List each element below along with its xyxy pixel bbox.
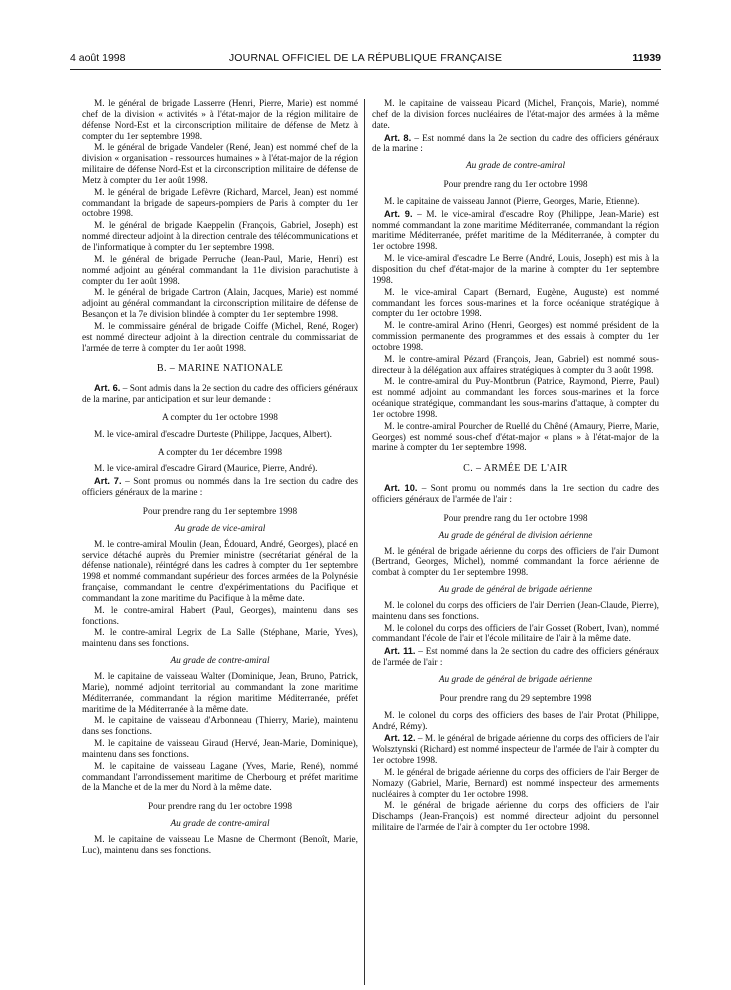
paragraph: M. le contre-amiral Arino (Henri, Georges) est nommé président de la commission permanente des programmes et des essais à compter du 1er octobre 1998.: [372, 321, 659, 353]
article-paragraph: [82, 383, 358, 406]
section-heading-air: C. – ARMÉE DE L'AIR: [463, 463, 568, 475]
journal-title: JOURNAL OFFICIEL DE LA RÉPUBLIQUE FRANÇAISE: [228, 52, 503, 64]
article-paragraph: [372, 646, 659, 669]
paragraph: M. le général de brigade Perruche (Jean-Paul, Marie, Henri) est nommé adjoint au général commandant la 11e division parachutiste à compter du 1er août 1998.: [82, 254, 358, 287]
paragraph: M. le commissaire général de brigade Coiffe (Michel, René, Roger) est nommé directeur adjoint à la direction centrale du commissariat de l'armée de terre à compter du 1er août 1998.: [82, 321, 358, 354]
paragraph: M. le contre-amiral Habert (Paul, Georges), maintenu dans ses fonctions.: [82, 605, 358, 627]
article-label: Art. 9.: [384, 208, 413, 219]
right-column: [372, 99, 659, 835]
article-text: – Sont admis dans la 2e section du cadre des officiers généraux de la marine, par anticipation et sur leur demande :: [82, 384, 358, 406]
article-paragraph: [82, 476, 358, 499]
article-text: – Sont promu ou nommés dans la 1re section du cadre des officiers généraux de l'armée de l'air :: [372, 484, 659, 505]
article-text: – M. le général de brigade aérienne du corps des officiers de l'air Wolsztynski (Richard) est nommé inspecteur de l'armée de l'air à compter du 1er octobre 1998.: [372, 734, 659, 767]
paragraph: M. le vice-amiral d'escadre Durteste (Philippe, Jacques, Albert).: [94, 429, 332, 440]
article-paragraph: [372, 133, 659, 156]
paragraph: M. le général de brigade Cartron (Alain, Jacques, Marie) est nommé adjoint au général commandant la circonscription militaire de défense de Besançon et la 7e division blindée à compter du 1er septembre 1998.: [82, 288, 358, 321]
paragraph: M. le capitaine de vaisseau Le Masne de Chermont (Benoît, Marie, Luc), maintenu dans ses fonctions.: [82, 834, 358, 856]
article-label: Art. 7.: [94, 476, 122, 487]
date-heading: A compter du 1er octobre 1998: [162, 412, 278, 423]
article-text: – Sont promus ou nommés dans la 1re section du cadre des officiers généraux de la marine :: [82, 477, 358, 499]
paragraph: M. le général de brigade aérienne du corps des officiers de l'air Dischamps (Jean-François) est nommé directeur adjoint du personnel militaire de l'armée de l'air à compter du 1er octobre 1998.: [372, 801, 659, 834]
paragraph: M. le capitaine de vaisseau Giraud (Hervé, Jean-Marie, Dominique), maintenu dans ses fonctions.: [82, 739, 358, 760]
rank-date-heading: Pour prendre rang du 1er octobre 1998: [443, 180, 588, 191]
paragraph: M. le capitaine de vaisseau Lagane (Yves, Marie, René), nommé commandant l'arrondissement maritime de Cherbourg et préfet maritime de la Manche et de la mer du Nord à la même date.: [82, 761, 358, 794]
paragraph: M. le général de brigade aérienne du corps des officiers de l'air Berger de Nomazy (Gabriel, Marie, Bernard) est nommé inspecteur des armements nucléaires à compter du 1er octobre 1998.: [372, 767, 659, 800]
paragraph: M. le capitaine de vaisseau Jannot (Pierre, Georges, Marie, Etienne).: [384, 196, 640, 207]
paragraph: M. le contre-amiral du Puy-Montbrun (Patrice, Raymond, Pierre, Paul) est nommé adjoint au commandant les forces sous-marines et la force océanique stratégique, commandant les sous-marins d'attaque, à compter du 1er octobre 1998.: [372, 377, 659, 420]
section-heading-marine: B. – MARINE NATIONALE: [156, 363, 284, 375]
paragraph: M. le contre-amiral Pourcher de Ruellé du Chêné (Amaury, Pierre, Marie, Georges) est nommé sous-chef d'état-major « plans » à l'état-major de la marine à compter du 1er septembre 1998.: [372, 421, 659, 454]
article-label: Art. 12.: [384, 733, 416, 744]
rank-date-heading: Pour prendre rang du 1er septembre 1998: [142, 507, 298, 517]
article-label: Art. 8.: [384, 132, 412, 143]
left-column: [82, 99, 358, 858]
header-rule: [70, 69, 661, 70]
header-date: 4 août 1998: [70, 52, 126, 64]
article-paragraph: [372, 209, 659, 253]
paragraph: M. le colonel du corps des officiers de l'air Gosset (Robert, Ivan), nommé commandant l'école de l'air et l'école militaire de l'air à la même date.: [372, 623, 659, 645]
grade-heading: Au grade de vice-amiral: [174, 523, 266, 534]
page-number: 11939: [632, 52, 661, 64]
paragraph: M. le général de brigade Kaeppelin (François, Gabriel, Joseph) est nommé directeur adjoint à la direction centrale des télécommunications et de l'informatique à compter du 1er septembre 1998.: [82, 221, 358, 253]
date-heading: A compter du 1er décembre 1998: [157, 447, 283, 458]
grade-heading: Au grade de contre-amiral: [465, 161, 566, 172]
paragraph: M. le vice-amiral d'escadre Le Berre (André, Louis, Joseph) est mis à la disposition du chef d'état-major de la marine à compter du 1er septembre 1998.: [372, 254, 659, 286]
grade-heading: Au grade de contre-amiral: [170, 656, 270, 667]
grade-heading: Au grade de général de brigade aérienne: [438, 585, 593, 596]
paragraph: M. le général de brigade Vandeler (René, Jean) est nommé chef de la division « organisation - ressources humaines » à l'état-major de la région militaire de défense Nord-Est et la circonscription militaire de défense de Metz à compter du 1er août 1998.: [82, 143, 358, 186]
paragraph: M. le général de brigade aérienne du corps des officiers de l'air Dumont (Bertrand, Georges, Michel), nommé commandant la force aérienne de combat à compter du 1er septembre 1998.: [372, 546, 659, 579]
paragraph: M. le général de brigade Lasserre (Henri, Pierre, Marie) est nommé chef de la division « activités » à l'état-major de la région militaire de défense Nord-Est et la circonscription militaire de défense de Metz à compter du 1er septembre 1998.: [82, 99, 358, 142]
paragraph: M. le capitaine de vaisseau Walter (Dominique, Jean, Bruno, Patrick, Marie), nommé adjoint territorial au commandant la zone maritime Méditerranée, commandant la région maritime Méditerranée, préfet maritime de la Méditerranée à la même date.: [82, 671, 358, 715]
paragraph: M. le colonel du corps des officiers des bases de l'air Protat (Philippe, André, Rémy).: [372, 710, 659, 732]
column-divider: [364, 99, 365, 985]
rank-date-heading: Pour prendre rang du 1er octobre 1998: [443, 513, 588, 524]
paragraph: M. le vice-amiral Capart (Bernard, Eugène, Auguste) est nommé commandant les forces sous-marines et la force océanique stratégique à compter du 1er octobre 1998.: [372, 287, 659, 320]
paragraph: M. le capitaine de vaisseau Picard (Michel, François, Marie), nommé chef de la division forces nucléaires de l'état-major des armées à la même date.: [372, 99, 659, 131]
paragraph: M. le contre-amiral Moulin (Jean, Édouard, André, Georges), placé en service détaché auprès du Premier ministre (secrétariat général de la défense nationale), réintégré dans les cadres à compter du 1er septembre 1998 et nommé commandant supérieur des forces armées de la Polynésie française, commandant le centre d'expérimentations du Pacifique et commandant la zone maritime du Pacifique à la même date.: [82, 539, 358, 604]
rank-date-heading: Pour prendre rang du 1er octobre 1998: [147, 802, 293, 813]
grade-heading: Au grade de contre-amiral: [170, 819, 270, 830]
paragraph: M. le contre-amiral Pézard (François, Jean, Gabriel) est nommé sous-directeur à la délégation aux affaires stratégiques à compter du 3 août 1998.: [372, 354, 659, 376]
article-label: Art. 10.: [384, 483, 418, 494]
paragraph: M. le contre-amiral Legrix de La Salle (Stéphane, Marie, Yves), maintenu dans ses fonctions.: [82, 628, 358, 650]
grade-heading: Au grade de général de division aérienne: [438, 530, 593, 541]
paragraph: M. le colonel du corps des officiers de l'air Derrien (Jean-Claude, Pierre), maintenu dans ses fonctions.: [372, 600, 659, 622]
article-label: Art. 11.: [384, 646, 416, 657]
article-paragraph: [372, 733, 659, 767]
paragraph: M. le vice-amiral d'escadre Girard (Maurice, Pierre, André).: [94, 464, 318, 475]
article-text: – Est nommé dans la 2e section du cadre des officiers généraux de la marine :: [372, 133, 659, 155]
article-text: – M. le vice-amiral d'escadre Roy (Philippe, Jean-Marie) est nommé commandant la zone maritime Méditerranée, commandant la région maritime Méditerranée, préfet maritime de la Méditerranée, à compter du 1er octobre 1998.: [372, 209, 659, 253]
article-label: Art. 6.: [94, 383, 121, 394]
page-header: [70, 52, 661, 68]
grade-heading: Au grade de général de brigade aérienne: [438, 674, 593, 685]
paragraph: M. le général de brigade Lefèvre (Richard, Marcel, Jean) est nommé commandant la brigade de sapeurs-pompiers de Paris à compter du 1er octobre 1998.: [82, 187, 358, 220]
article-paragraph: [372, 483, 659, 506]
article-text: – Est nommé dans la 2e section du cadre des officiers généraux de l'armée de l'air :: [372, 647, 659, 669]
rank-date-heading: Pour prendre rang du 29 septembre 1998: [439, 693, 592, 704]
paragraph: M. le capitaine de vaisseau d'Arbonneau (Thierry, Marie), maintenu dans ses fonctions.: [82, 716, 358, 738]
